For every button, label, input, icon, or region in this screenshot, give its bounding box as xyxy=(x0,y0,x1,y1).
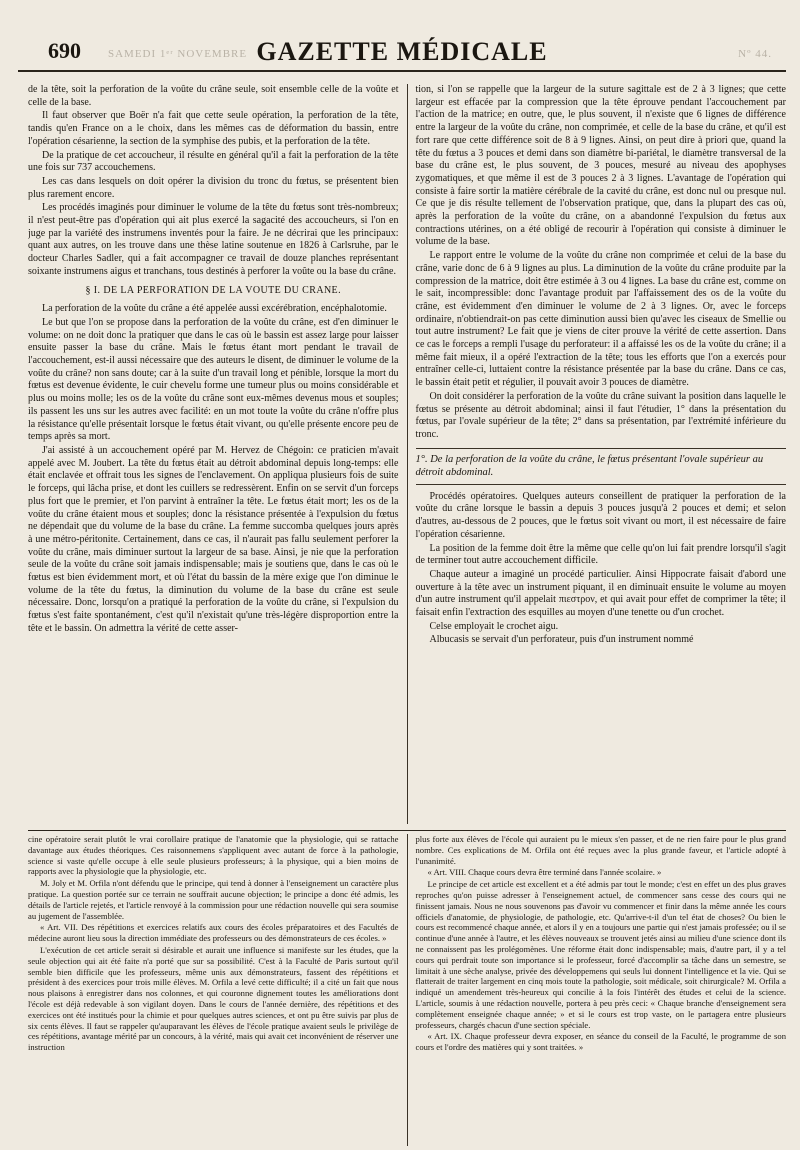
paragraph: de la tête, soit la perforation de la voûte du crâne seule, soit ensemble celle de la voûte et celle de la base. xyxy=(28,84,399,108)
paragraph: « Art. VII. Des répétitions et exercices relatifs aux cours des écoles préparatoires et des Facultés de médecine auront lieu sous la direction immédiate des professeurs ou des démonstrateurs de ces écoles. » xyxy=(28,922,399,944)
bleed-through-text-left: SAMEDI 1ᵉʳ NOVEMBRE xyxy=(108,48,248,60)
newspaper-title: GAZETTE MÉDICALE xyxy=(256,37,548,66)
paragraph: « Art. VIII. Chaque cours devra être terminé dans l'année scolaire. » xyxy=(427,867,662,878)
bleed-through-text-right: Nº 44. xyxy=(738,48,772,60)
paragraph: Albucasis se servait d'un perforateur, puis d'un instrument nommé xyxy=(429,634,694,646)
main-columns xyxy=(28,84,786,824)
paragraph: La position de la femme doit être la même que celle qu'on lui fait prendre lorsqu'il s'agit de terminer tout autre accouchement difficile. xyxy=(415,542,786,567)
feuilleton-rule xyxy=(28,830,786,831)
paragraph: Celse employait le crochet aigu. xyxy=(429,620,559,632)
bottom-right-column xyxy=(407,834,787,1146)
paragraph: J'ai assisté à un accouchement opéré par M. Hervez de Chégoin: ce praticien m'avait appelé avec M. Joubert. La tête du fœtus était au détroit abdominal depuis long-temps: elle était enclavée et offrait tous les signes de l'enclavement. On appliqua plusieurs fois de suite le forceps, qui lâcha prise, et dont les cuillers se redressèrent. Enfin on se servit d'un forceps plus fort que le premier, et l'on parvint à entraîner la tête. Le fœtus était mort; les os de la voûte du crâne étaient mous et souples; donc la résistance présentée à l'expulsion du fœtus ne dépendait que du volume de la base du crâne. La femme succomba quelques jours après à une métro-péritonite. Certainement, dans ce cas, il n'aurait pas fallu seulement perforer la voûte du crâne, mais diminuer surtout la largeur de sa base. Ainsi, je nie que la perforation seule de la voûte du crâne soit jamais indispensable; mais je soutiens que, dans le cas où le fœtus est bien évidemment mort, et où l'état du bassin de la mère exige que l'on diminue le volume de la tête du fœtus, la diminution du volume de la base du crâne est seule nécessaire. Donc, lorsqu'on a pratiqué la perforation de la voûte du crâne, si l'expulsion du fœtus s'est faite spontanément, c'est qu'il n'existait qu'une très-légère disproportion entre la tête et le bassin. On admettra la vérité de cette asser- xyxy=(28,444,399,634)
paragraph: L'exécution de cet article serait si désirable et aurait une influence si manifeste sur les études, que la seule objection qui ait été faite n'a porté que sur sa possibilité. C'est à la Faculté de Paris surtout qu'il semble bien difficile que les professeurs, même unis aux démonstrateurs, fassent des répétitions et président à des exercices pour trois mille élèves. M. Orfila a levé cette difficulté; il a cité un fait que nous nous plaisons à enregistrer dans nos colonnes, et qui couronne dignement toutes les améliorations dont l'école est déjà redevable à son vigilant doyen. Dans le cours de l'année dernière, des répétitions et des exercices ont été institués pour la chimie et pour quelques autres sciences, et ont pu être suivis par plus de six cents élèves. Il faut se rappeler qu'auparavant les élèves de l'école pratique avaient seuls le privilège de ces répétitions, avantage mérité par un concours, à la vérité, mais qui avait cet inconvénient de réserver une instruction xyxy=(28,944,399,1053)
paragraph: Les cas dans lesquels on doit opérer la division du tronc du fœtus, se présentent bien plus rarement encore. xyxy=(28,175,399,200)
left-column xyxy=(28,84,399,824)
paragraph: La perforation de la voûte du crâne a été appelée aussi excérébration, encéphalotomie. xyxy=(42,303,387,315)
paragraph: tion, si l'on se rappelle que la largeur de la suture sagittale est de 2 à 3 lignes; que cette largeur est effacée par la compression que la tête éprouve pendant l'accouchement par l'action de la matrice; en outre, que, le plus souvent, il n'existe que 6 lignes de différence entre la largeur de la voûte du crâne, non comprimée, et celle de la base du crâne, et qu'il est fort rare que cette différence soit de 8 à 9 lignes. Ainsi, on peut dire à priori que, quand la tête du fœtus a 3 pouces et demi dans son diamètre bi-pariétal, le diamètre transversal de la base du crâne est, le plus souvent, de 3 pouces, mesuré au niveau des apophyses zygomatiques, et que même il est de 3 pouces 2 à 3 lignes. L'avantage de l'opération qui consiste à faire sortir la matière cérébrale de la cavité du crâne, est donc nul ou presque nul. Ce que je dis résulte tellement de l'observation pratique, que, dans la plupart des cas où, après la perforation de la voûte du crâne, on a abandonné l'expulsion du fœtus aux contractions utérines, on a été obligé de recourir à l'opération qui consiste à diminuer le volume de la base. xyxy=(415,84,786,248)
right-column xyxy=(407,84,787,824)
paragraph: De la pratique de cet accoucheur, il résulte en général qu'il a fait la perforation de la tête une fois sur 737 accouchemens. xyxy=(28,149,399,174)
paragraph: M. Joly et M. Orfila n'ont défendu que le principe, qui tend à donner à l'enseignement un caractère plus pratique. La question portée sur ce terrain ne souffrait aucune objection; le principe a donc été admis, les détails de l'article rejetés, et l'article renvoyé à la commission pour une rédaction nouvelle qui sera soumise au jugement de l'assemblée. xyxy=(28,878,399,921)
paragraph: Les procédés imaginés pour diminuer le volume de la tête du fœtus sont très-nombreux; il n'est peut-être pas d'opération qui ait plus exercé la sagacité des accoucheurs, si l'on en juge par la variété des instrumens inventés pour la faire. Je ne décrirai que les principaux: quant aux autres, on les trouve dans une thèse latine soutenue en 1826 à Carlsruhe, par le docteur Charles Sadler, qui a fait accompagner ce travail de douze planches représentant soixante instrumens aigus et tranchans, tous destinés à perforer la voûte ou la base du crâne. xyxy=(28,202,399,277)
paragraph: plus forte aux élèves de l'école qui auraient pu le mieux s'en passer, et de ne rien faire pour le plus grand nombre. Ces explications de M. Orfila ont été reçues avec la plus grande faveur, et l'article adopté à l'unanimité. xyxy=(415,834,786,866)
paragraph: Le principe de cet article est excellent et a été admis par tout le monde; c'est en effet un des plus graves reproches qu'on puisse adresser à l'enseignement actuel, de commencer sans cesse des cours qui ne finissent jamais. Nous ne nous souvenons pas d'avoir vu commencer et finir dans la même année les cours officiels d'anatomie, de physiologie, de pathologie, etc. Qu'arrive-t-il d'un tel état de choses? Ou bien le cours est recommencé chaque année, et alors il y en a toujours une partie qui n'est jamais professée; ou il se continue d'une année à l'autre, et les élèves nouveaux se trouvent jetés ainsi au milieu d'une science dont ils ne connaissent pas les prolégomènes. Une réforme était donc indispensable; mais, d'autre part, il y a tel cours qui perdrait toute son importance si le professeur, forcé d'accomplir sa tâche dans un semestre, se limitait à une sèche analyse, privée des développemens qui seuls lui donnent l'intelligence et la vie. Qui se flatterait de traiter largement en cinq mois toute la pathologie, soit médicale, soit chirurgicale? M. Orfila a indiqué un amendement très-heureux qui concilie à la fois l'intérêt des études et celui de la science. L'article, soumis à une rédaction nouvelle, portera à peu près ceci: « Chaque branche d'enseignement sera complètement enseignée chaque année; » et si le cours est trop vaste, on le partagera entre plusieurs professeurs, chargés chacun d'une section spéciale. xyxy=(415,879,786,1030)
paragraph: On doit considérer la perforation de la voûte du crâne suivant la position dans laquelle le fœtus se présente au détroit abdominal; ainsi il faut l'étudier, 1° dans la présentation du fœtus, par l'ovale supérieur de la tête; 2° dans sa présentation, par l'extrémité inférieure du tronc. xyxy=(415,390,786,440)
section-heading: § I. DE LA PERFORATION DE LA VOUTE DU CRANE. xyxy=(85,284,341,296)
paragraph: Il faut observer que Boër n'a fait que cette seule opération, la perforation de la tête, tandis qu'en France on a le choix, dans les mêmes cas de déformation du bassin, entre l'opération césarienne, la section de la symphise des pubis, et la perforation de la tête. xyxy=(28,110,399,147)
paragraph: Chaque auteur a imaginé un procédé particulier. Ainsi Hippocrate faisait d'abord une ouverture à la tête avec un instrument piquant, il en diminuait ensuite le volume au moyen d'un autre instrument qu'il appelait πιεστρον, et qui avait pour effet de comprimer la tête; il faisait enfin l'extraction des esquilles au moyen d'une tenette ou d'un crochet. xyxy=(415,568,786,619)
paragraph: Le rapport entre le volume de la voûte du crâne non comprimée et celui de la base du crâne, varie donc de 6 à 9 lignes au plus. La diminution de la voûte du crâne produite par la compression de la matrice, doit être estimée à 3 ou 4 lignes. La base du crâne est, comme on le sait, incompressible: donc l'avantage produit par l'affaissement des os de la voûte du crâne, est évidemment d'en diminuer le volume de 2 à 3 lignes. Or, avec le forceps ordinaire, n'obtiendrait-on pas cette diminution aussi bien qu'avec les ciseaux de Smellie ou tout autre instrument? Le fait que je viens de citer prouve la vérité de cette assertion. Dans ce cas le forceps a rempli l'usage du perforateur: il a affaissé les os de la voûte du crâne; il a même fait mieux, il a opéré l'extraction de la tête; tous les efforts que l'on a exercés pour entraîner celle-ci, luttaient contre la résistance présentée par la base du crâne. Dans ce cas, le bassin était petit et régulier, il pouvait avoir 3 pouces de diamètre. xyxy=(415,250,786,389)
paragraph: Procédés opératoires. Quelques auteurs conseillent de pratiquer la perforation de la voûte du crâne lorsque le bassin a depuis 3 pouces jusqu'à 2 pouces et demi; et selon d'autres, au-dessous de 2 pouces, que le fœtus soit vivant ou mort, il est nécessaire de faire l'opération césarienne. xyxy=(415,490,786,540)
paragraph: Le but que l'on se propose dans la perforation de la voûte du crâne, est d'en diminuer le volume: on ne doit donc la pratiquer que dans le cas où le bassin est assez large pour laisser ensuite passer la base du crâne. Mais le fœtus étant mort pendant le travail de l'accouchement, est-il aussi nécessaire que des auteurs le disent, de diminuer le volume de la voûte du crâne? non sans doute; car à la suite d'un travail long et pénible, lorsque la mort du fœtus est devenue évidente, le cuir chevelu forme une tumeur plus ou moins considérable et plus ou moins molle; les os de la voûte du crâne sont eux-mêmes devenus mous et souples; ils passent les uns sur les autres avec facilité: en un mot toute la voûte du crâne n'offre plus la résistance qu'elle présentait lorsque le fœtus était vivant, ou qu'elle présente encore peu de temps après sa mort. xyxy=(28,316,399,443)
masthead xyxy=(18,0,786,72)
bottom-columns xyxy=(28,834,786,1146)
bottom-left-column xyxy=(28,834,399,1146)
paragraph: « Art. IX. Chaque professeur devra exposer, en séance du conseil de la Faculté, le programme de son cours et l'ordre des matières qui y sont traitées. » xyxy=(415,1031,786,1053)
paragraph: cine opératoire serait plutôt le vrai corollaire pratique de l'anatomie que la physiologie, qui se rattache davantage aux études théoriques. Ces raisonnemens s'appliquent avec autant de force à la pathologie, science si vaste qu'elle occupe à elle seule plusieurs professeurs; à la physique, qui a bien moins de rapports avec la physiologie que la physiologie, etc. xyxy=(28,834,399,877)
subsection-heading: 1°. De la perforation de la voûte du crâne, le fœtus présentant l'ovale supérieur au détroit abdominal. xyxy=(416,448,787,485)
page-number: 690 xyxy=(48,38,81,63)
